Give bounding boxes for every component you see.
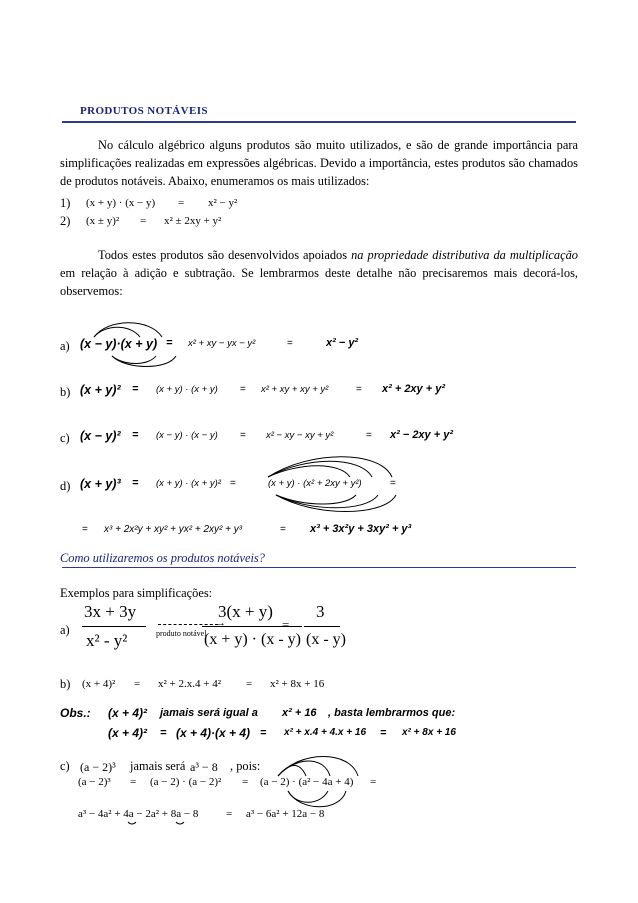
underbrace [176, 822, 184, 824]
subsection-title: Como utilizaremos os produtos notáveis? [60, 551, 265, 565]
fraction-example: a) 3x + 3y x² - y² → produto notável 3(x + y) (x + y) · (x - y) = 3 (x - y) [60, 602, 346, 650]
arc [278, 757, 358, 777]
distributive-paragraph: Todos estes produtos são desenvolvidos apoiados na propriedade distributiva da multiplicação em relação à adição e subtração. Se lembrarmos deste detalhe não precisaremos mais decorá-los, observemos: [60, 248, 578, 298]
section-title: PRODUTOS NOTÁVEIS [80, 105, 208, 117]
arc [276, 495, 378, 508]
arc [278, 766, 306, 777]
arc [278, 761, 330, 776]
arrow-head: → [215, 617, 226, 629]
arc [112, 356, 176, 367]
examples-intro: Exemplos para simplificações: [60, 586, 213, 600]
arc [94, 323, 162, 337]
underbrace [128, 822, 136, 824]
arc [276, 495, 396, 512]
title-underline [62, 121, 576, 123]
distributive-property-emphasis: na propriedade distributiva da multiplicação [351, 248, 578, 262]
intro-paragraph [60, 136, 578, 190]
arc [112, 356, 156, 364]
arc [268, 457, 392, 477]
arrow-line [158, 624, 218, 625]
arc [288, 791, 328, 802]
intro-text: No cálculo algébrico alguns produtos são muito utilizados, e são de grande importância para simplificações realizadas em expressões algébricas. Devido a importância, estes produtos são chamados de produtos notáveis. Abaixo, enumeramos os mais utilizados: [60, 138, 578, 188]
arc [268, 466, 350, 477]
subsection-underline [62, 567, 576, 568]
arc [288, 791, 346, 807]
arc [276, 495, 356, 504]
arc [268, 461, 372, 477]
arc [94, 327, 140, 337]
